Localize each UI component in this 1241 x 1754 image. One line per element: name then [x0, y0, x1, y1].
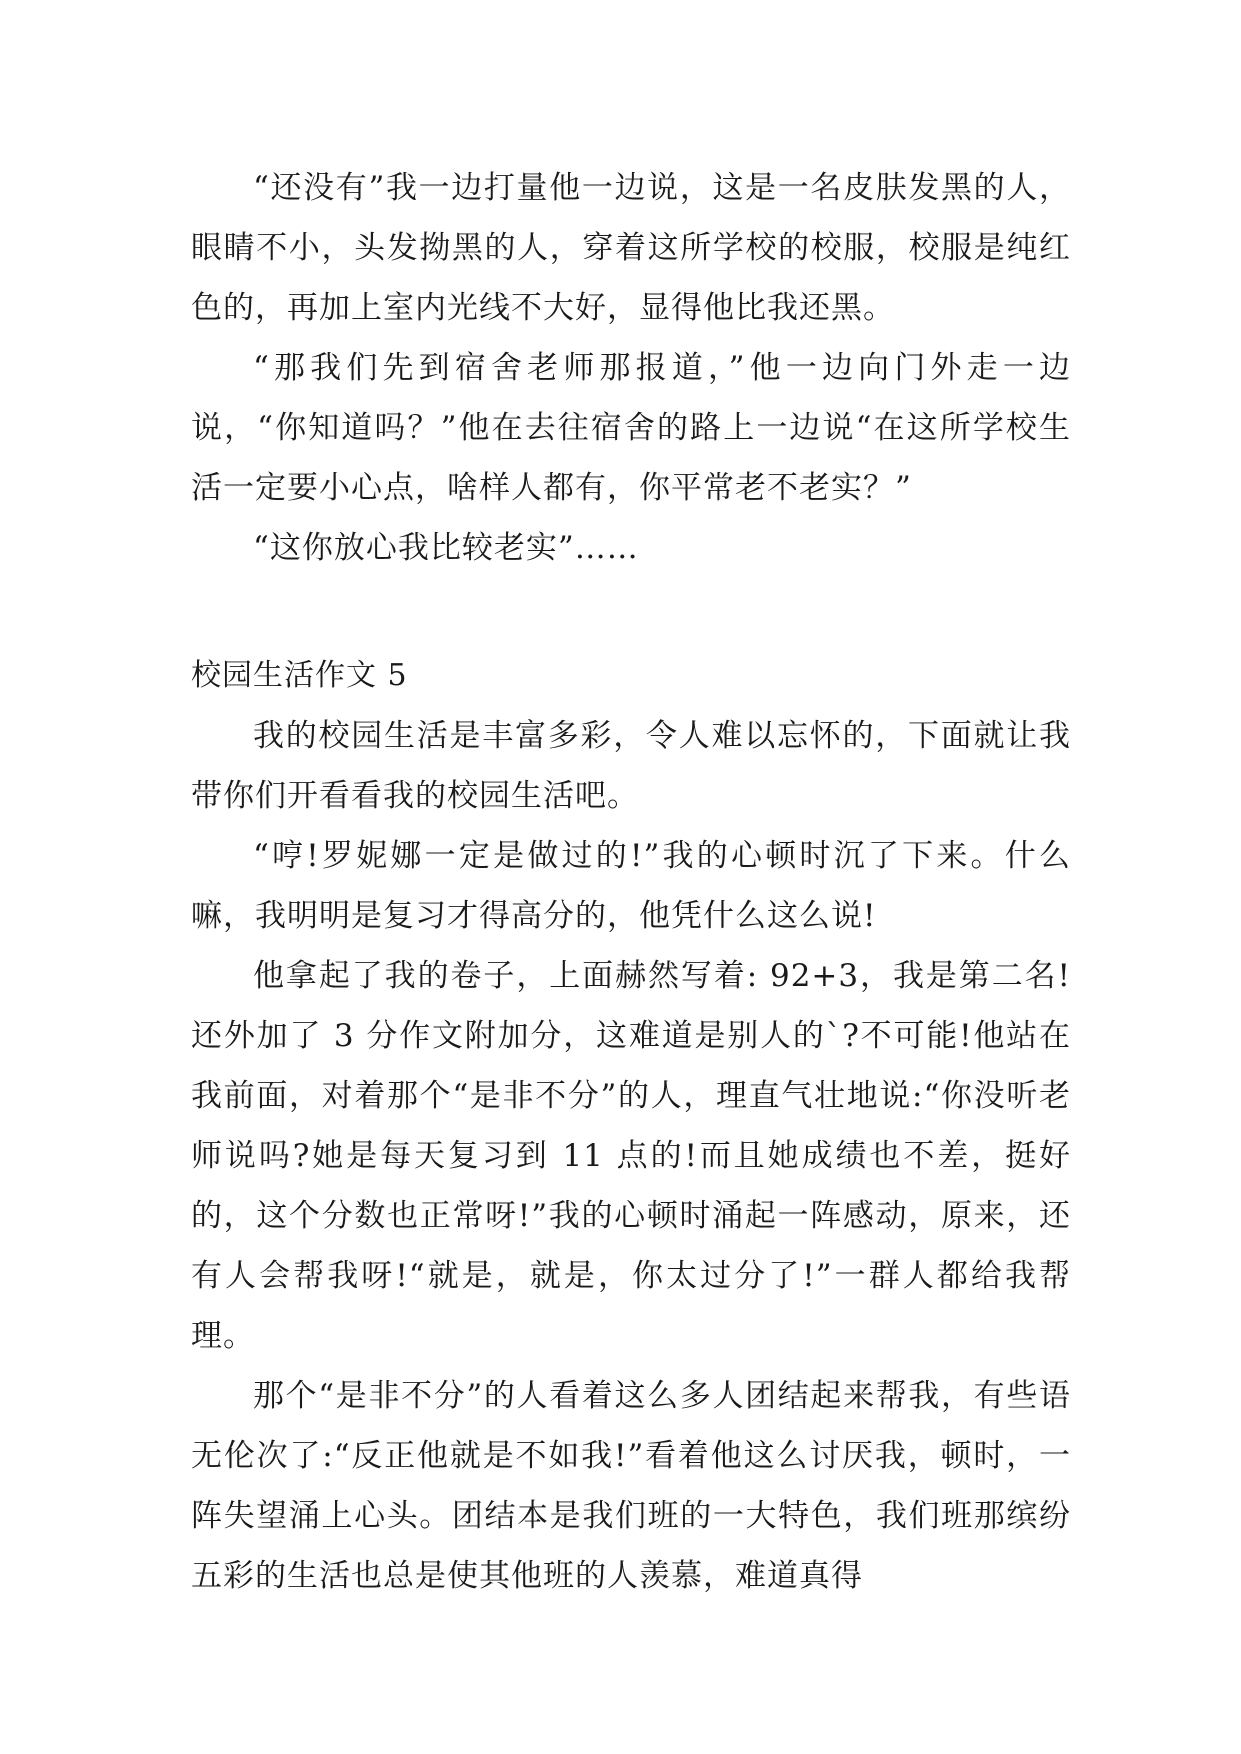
paragraph-4: 我的校园生活是丰富多彩，令人难以忘怀的，下面就让我带你们开看看我的校园生活吧。 — [191, 718, 1071, 814]
section-gap — [191, 578, 1071, 646]
paragraph-5: “哼!罗妮娜一定是做过的!”我的心顿时沉了下来。什么嘛，我明明是复习才得高分的，他凭什么这么说! — [191, 838, 1071, 934]
document-body — [191, 158, 1071, 1606]
section-title: 校园生活作文 5 — [191, 658, 408, 693]
paragraph-1: “还没有”我一边打量他一边说，这是一名皮肤发黑的人，眼睛不小，头发拗黑的人，穿着这所学校的校服，校服是纯红色的，再加上室内光线不大好，显得他比我还黑。 — [191, 170, 1071, 326]
paragraph-7: 那个“是非不分”的人看着这么多人团结起来帮我，有些语无伦次了:“反正他就是不如我!”看着他这么讨厌我，顿时，一阵失望涌上心头。团结本是我们班的一大特色，我们班那缤纷五彩的生活也总是使其他班的人羡慕，难道真得 — [191, 1378, 1071, 1594]
paragraph-2: “那我们先到宿舍老师那报道，”他一边向门外走一边说，“你知道吗？”他在去往宿舍的路上一边说“在这所学校生活一定要小心点，啥样人都有，你平常老不老实？” — [191, 350, 1071, 506]
paragraph-3: “这你放心我比较老实”…… — [253, 530, 639, 566]
paragraph-6: 他拿起了我的卷子，上面赫然写着: 92+3，我是第二名!还外加了 3 分作文附加分，这难道是别人的`?不可能!他站在我前面，对着那个“是非不分”的人，理直气壮地说:“你没听老师说吗?她是每天复习到 11 点的!而且她成绩也不差，挺好的，这个分数也正常呀!”我的心顿时涌起一阵感动，原来，还有人会帮我呀!“就是，就是，你太过分了!”一群人都给我帮理。 — [191, 958, 1071, 1354]
